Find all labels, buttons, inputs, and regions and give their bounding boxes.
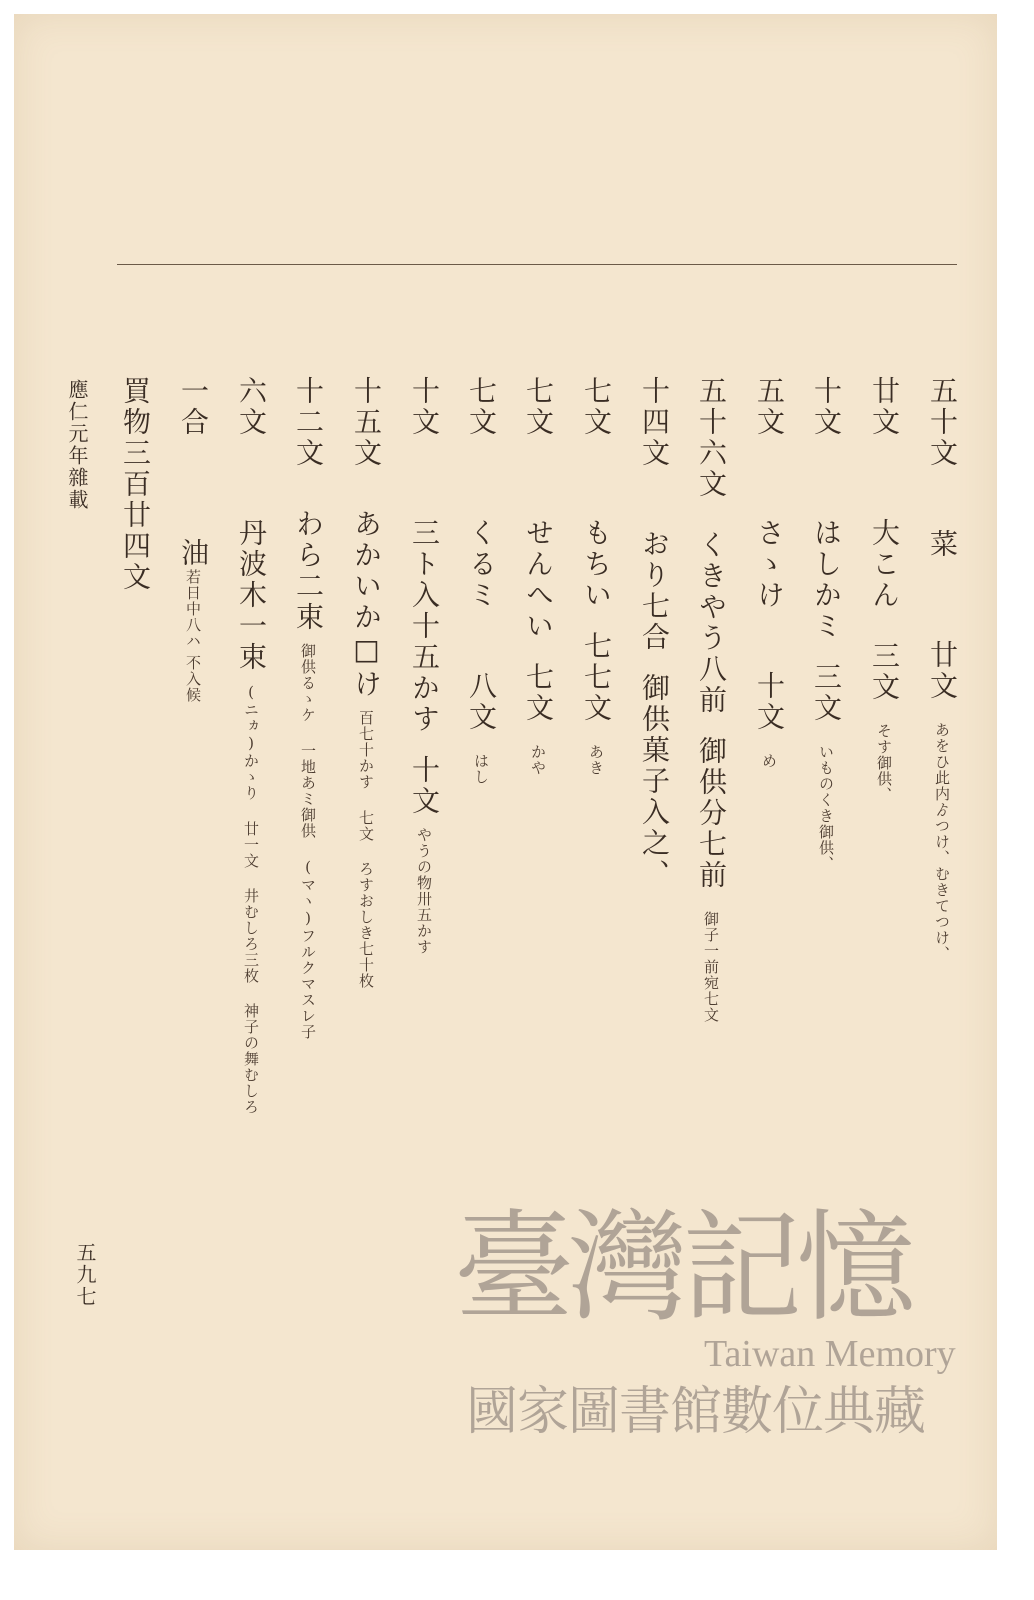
column-item: くるミ xyxy=(465,518,498,611)
column-amount: 七文 xyxy=(465,376,498,438)
column-note: やうの物卅五かす xyxy=(415,827,433,955)
column-note: め xyxy=(760,753,778,769)
column-rest: (ニヵ)かゝり xyxy=(242,683,260,801)
column-note: あき xyxy=(587,744,605,776)
column-item: くきやう八前 xyxy=(695,530,728,716)
column-rest: 若日中八ハ xyxy=(184,569,202,649)
column-amount: 七文 xyxy=(580,376,613,438)
column-item: さゝけ xyxy=(753,518,786,611)
ledger-column xyxy=(173,376,213,703)
column-amount: 十文 xyxy=(408,376,441,438)
column-item: おり七合 xyxy=(638,529,671,653)
column-item: 菜 xyxy=(926,529,959,560)
column-amount: 五文 xyxy=(753,376,786,438)
ledger-column xyxy=(346,376,386,989)
column-note: 七文 ろすおしき七十枚 xyxy=(357,810,375,989)
column-rest: 御供るゝケ xyxy=(299,643,317,723)
column-amount: 十四文 xyxy=(638,376,671,469)
column-amount: 五十文 xyxy=(926,376,959,469)
column-item: せんへい xyxy=(522,518,555,642)
column-note: そす御供、 xyxy=(875,723,893,803)
column-rest: 三文 xyxy=(810,662,843,724)
column-note: かや xyxy=(529,744,547,776)
watermark-title: 臺灣記憶 xyxy=(454,1199,910,1338)
column-amount: 十二文 xyxy=(292,376,325,469)
column-note: 一地あミ御供 (マヽ)フルクマスレ子 xyxy=(299,743,317,1040)
column-rest: 御供分七前 xyxy=(695,736,728,891)
column-item: 丹波木一束 xyxy=(235,518,268,673)
ledger-column xyxy=(634,376,674,890)
column-item: 三ト入十五かす xyxy=(408,518,441,735)
column-rest: 十文 xyxy=(408,755,441,817)
ledger-column xyxy=(864,376,904,803)
book-title: 應仁元年雜載 xyxy=(65,379,89,511)
page-number: 五九七 xyxy=(73,1242,97,1308)
watermark-english: Taiwan Memory xyxy=(704,1333,956,1375)
ledger-column xyxy=(691,376,731,1023)
column-rest: 八文 xyxy=(465,671,498,733)
column-amount: 五十六文 xyxy=(695,376,728,500)
ledger-column xyxy=(576,376,616,776)
column-note: 廿一文 井むしろ三枚 神子の舞むしろ xyxy=(242,821,260,1115)
column-amount: 廿文 xyxy=(868,376,901,438)
column-note: はし xyxy=(472,753,490,785)
column-note: 御子一前宛七文 xyxy=(702,911,720,1023)
ledger-column xyxy=(461,376,501,785)
column-rest: 七七文 xyxy=(580,631,613,724)
column-item: あかいか□け xyxy=(350,509,383,700)
column-item: 油 xyxy=(177,538,210,569)
ledger-column xyxy=(404,376,444,955)
column-item: はしかミ xyxy=(810,518,843,642)
column-rest: 百七十かす xyxy=(357,710,375,790)
total-column xyxy=(115,376,155,593)
total-label: 買物三百廿四文 xyxy=(119,376,152,593)
column-rest: 廿文 xyxy=(926,640,959,702)
ledger-column xyxy=(806,376,846,872)
column-amount: 十五文 xyxy=(350,376,383,469)
ledger-column xyxy=(749,376,789,769)
column-note: 不入候 xyxy=(184,655,202,703)
ledger-column xyxy=(922,376,962,962)
column-rest: 七文 xyxy=(522,662,555,724)
column-item: 大こん xyxy=(868,518,901,611)
column-item: もちい xyxy=(580,518,613,611)
column-amount: 一合 xyxy=(177,376,210,438)
ledger-column xyxy=(288,376,328,1040)
column-amount: 七文 xyxy=(522,376,555,438)
header-rule xyxy=(117,264,957,265)
ledger-column xyxy=(231,376,271,1115)
watermark-organization: 國家圖書館數位典藏 xyxy=(466,1382,926,1442)
column-rest: 御供菓子入之、 xyxy=(638,673,671,890)
document-page xyxy=(14,14,997,1550)
column-note: あをひ此内ゟつけ、むきてつけ、 xyxy=(933,722,951,962)
column-note: いものくき御供、 xyxy=(817,744,835,872)
ledger-column xyxy=(518,376,558,776)
column-rest: 十文 xyxy=(753,671,786,733)
column-rest: 三文 xyxy=(868,641,901,703)
column-amount: 六文 xyxy=(235,376,268,438)
column-item: わら二束 xyxy=(292,509,325,633)
column-amount: 十文 xyxy=(810,376,843,438)
